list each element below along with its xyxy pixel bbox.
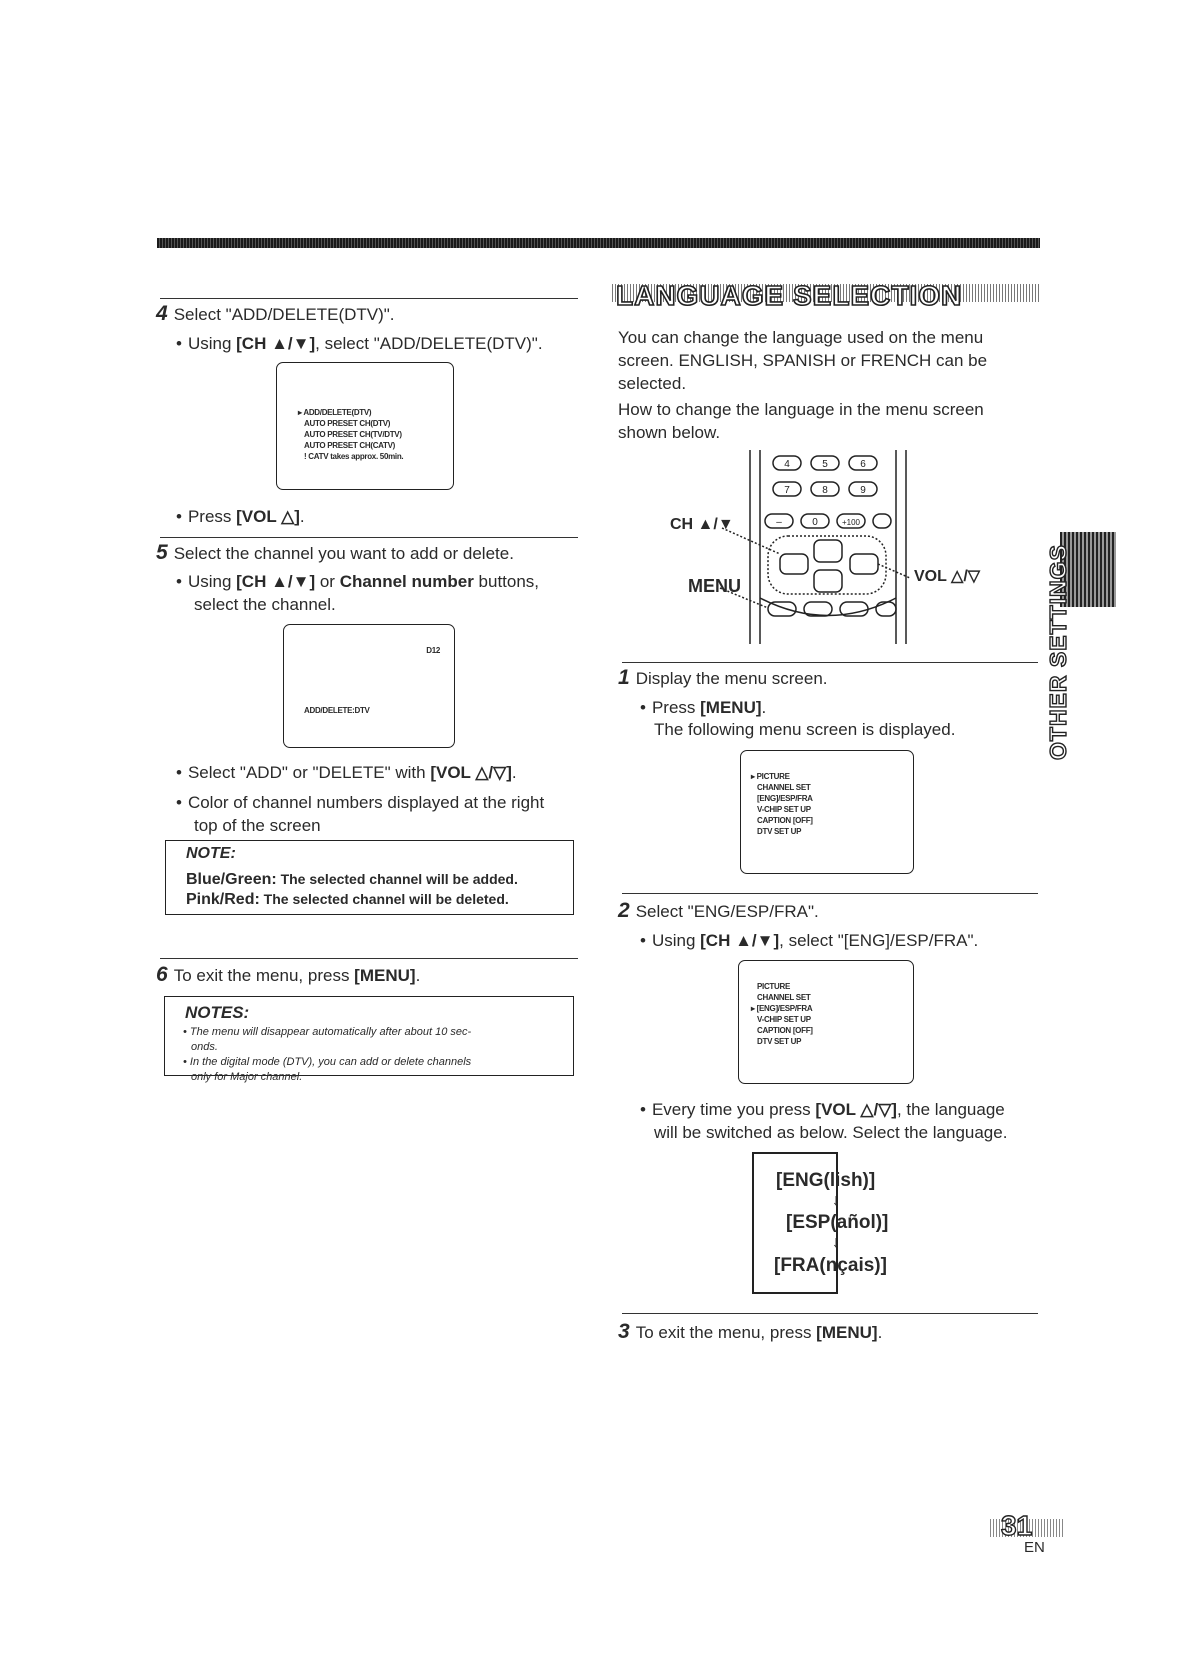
step-5-bullet-2: • Select "ADD" or "DELETE" with [VOL △/▽]. xyxy=(176,761,517,784)
screen-line: CHANNEL SET xyxy=(757,783,811,792)
intro-text: screen. ENGLISH, SPANISH or FRENCH can be xyxy=(618,351,988,370)
screen-line: AUTO PRESET CH(TV/DTV) xyxy=(304,430,402,439)
screen-line: V-CHIP SET UP xyxy=(757,805,811,814)
step-4-bullet-2: • Press [VOL △]. xyxy=(176,505,305,528)
step-6-title: 6 To exit the menu, press [MENU]. xyxy=(156,963,421,986)
remote-key: 0 xyxy=(812,517,818,528)
menu-screen-language-selected xyxy=(738,960,914,1084)
remote-key: +100 xyxy=(841,518,861,527)
screen-line: CHANNEL SET xyxy=(757,993,811,1002)
step-1-bullet: • Press [MENU]. xyxy=(640,696,766,719)
notes-title: NOTES: xyxy=(185,1003,250,1022)
remote-key: 4 xyxy=(784,459,790,470)
step-5-bullet-3: • Color of channel numbers displayed at the right xyxy=(176,791,544,814)
screen-line: CAPTION [OFF] xyxy=(757,1026,813,1035)
intro-text: You can change the language used on the menu xyxy=(618,328,984,347)
screen-line: DTV SET UP xyxy=(757,827,802,836)
divider xyxy=(622,1313,1038,1314)
page-language: EN xyxy=(1024,1539,1045,1556)
remote-key: 7 xyxy=(784,485,790,496)
menu-screen-add-delete xyxy=(276,362,454,490)
step-2-every: • Every time you press [VOL △/▽], the language xyxy=(640,1098,1005,1121)
step-2-bullet: • Using [CH ▲/▼], select "[ENG]/ESP/FRA". xyxy=(640,929,978,952)
notes-box xyxy=(164,996,574,1083)
screen-line: ! CATV takes approx. 50min. xyxy=(304,452,404,461)
screen-line: AUTO PRESET CH(CATV) xyxy=(304,441,396,450)
notes-item: • In the digital mode (DTV), you can add or delete channels xyxy=(183,1056,472,1068)
divider xyxy=(160,537,578,538)
step-2-every-cont: will be switched as below. Select the language. xyxy=(654,1123,1008,1142)
notes-item: • The menu will disappear automatically after about 10 sec- xyxy=(183,1026,472,1038)
arrow-down-icon: ↓ xyxy=(832,1192,840,1209)
step-1-title: 1 Display the menu screen. xyxy=(618,666,828,689)
section-heading: LANGUAGE SELECTION xyxy=(616,280,963,311)
language-option: [FRA(nçais)] xyxy=(774,1255,887,1276)
page-number: 31 xyxy=(1001,1510,1033,1541)
step-3-title: 3 To exit the menu, press [MENU]. xyxy=(618,1320,883,1343)
divider xyxy=(622,893,1038,894)
note-box xyxy=(165,840,574,915)
remote-ch-label: CH ▲/▼ xyxy=(670,516,734,533)
screen-line: DTV SET UP xyxy=(757,1037,802,1046)
language-option: [ENG(lish)] xyxy=(776,1170,876,1191)
menu-screen-channel xyxy=(283,624,455,748)
remote-key: 5 xyxy=(822,459,828,470)
menu-screen-main xyxy=(740,750,914,874)
screen-line: V-CHIP SET UP xyxy=(757,1015,811,1024)
step-5-title: 5 Select the channel you want to add or delete. xyxy=(156,541,514,564)
note-line-added: Blue/Green: The selected channel will be added. xyxy=(186,871,518,888)
screen-line: AUTO PRESET CH(DTV) xyxy=(304,419,391,428)
step-2-title: 2 Select "ENG/ESP/FRA". xyxy=(618,899,819,922)
remote-key: 6 xyxy=(860,459,866,470)
remote-key: 8 xyxy=(822,485,828,496)
remote-key: – xyxy=(776,517,782,528)
screen-line: PICTURE xyxy=(757,982,791,991)
step-4-bullet-1: • Using [CH ▲/▼], select "ADD/DELETE(DTV)". xyxy=(176,332,543,355)
notes-item-cont: onds. xyxy=(191,1041,218,1053)
remote-menu-label: MENU xyxy=(688,576,741,596)
step-5-bullet-3-cont: top of the screen xyxy=(194,816,321,835)
screen-line: ADD/DELETE:DTV xyxy=(304,706,370,715)
screen-line: ▸ PICTURE xyxy=(751,772,790,781)
step-5-bullet-1: • Using [CH ▲/▼] or Channel number buttons, xyxy=(176,570,539,593)
intro-text: How to change the language in the menu screen xyxy=(618,400,984,419)
screen-line: CAPTION [OFF] xyxy=(757,816,813,825)
language-option: [ESP(añol)] xyxy=(786,1212,889,1233)
screen-line: ▸ ADD/DELETE(DTV) xyxy=(298,408,372,417)
divider xyxy=(160,958,578,959)
step-4-title: 4 Select "ADD/DELETE(DTV)". xyxy=(156,302,395,325)
notes-item-cont: only for Major channel. xyxy=(191,1071,303,1083)
divider xyxy=(160,298,578,299)
intro-text: shown below. xyxy=(618,423,721,442)
step-1-follow: The following menu screen is displayed. xyxy=(654,720,956,739)
side-section-label: OTHER SETTINGS xyxy=(1045,544,1071,760)
note-line-deleted: Pink/Red: The selected channel will be deleted. xyxy=(186,891,509,908)
screen-line: ▸ [ENG]/ESP/FRA xyxy=(751,1004,813,1013)
top-decorative-bar xyxy=(157,238,1040,248)
note-title: NOTE: xyxy=(186,845,236,862)
remote-control-illustration xyxy=(640,448,1020,648)
arrow-down-icon: ↓ xyxy=(832,1234,840,1251)
divider xyxy=(622,662,1038,663)
screen-line: [ENG]/ESP/FRA xyxy=(757,794,813,803)
remote-vol-label: VOL △/▽ xyxy=(914,568,981,585)
intro-text: selected. xyxy=(618,374,687,393)
step-5-bullet-1-cont: select the channel. xyxy=(194,595,336,614)
screen-channel-number: D12 xyxy=(426,646,440,655)
remote-key: 9 xyxy=(860,485,866,496)
